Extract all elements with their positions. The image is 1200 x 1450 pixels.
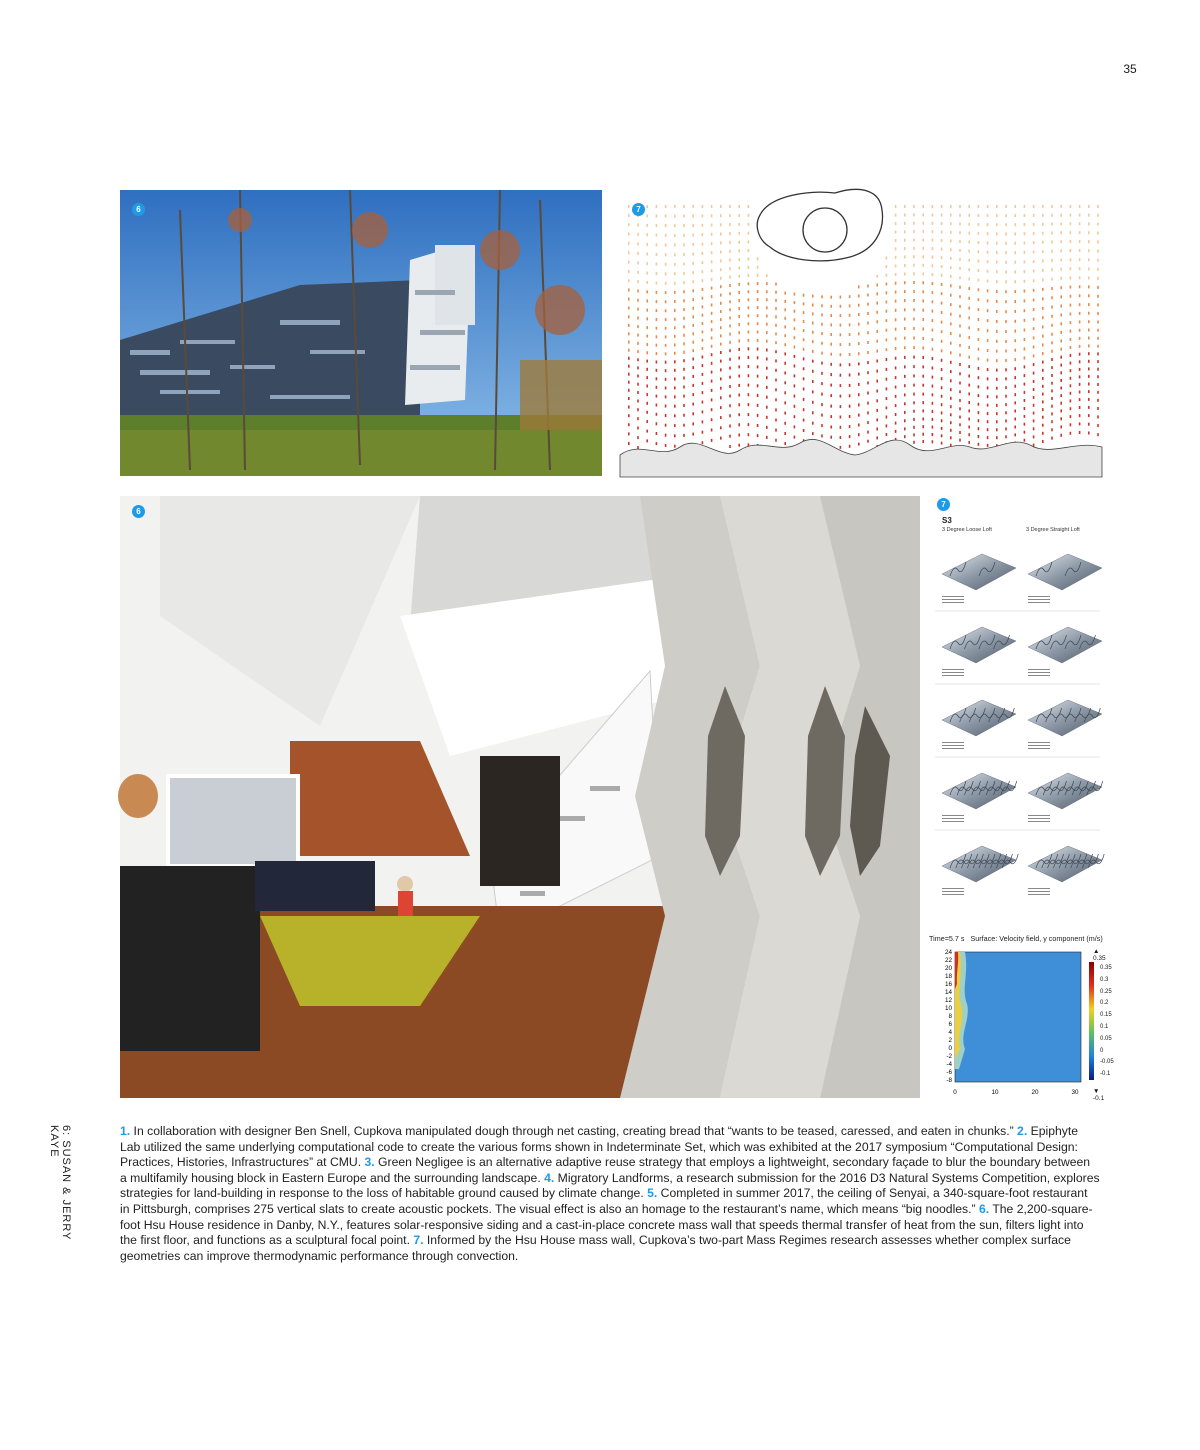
caption-number: 2. [1017,1124,1028,1138]
colorbar-tick-label: 0.15 [1100,1012,1112,1019]
house-exterior-photo [120,190,602,476]
caption-number: 4. [544,1170,555,1185]
figure-number-badge: 7 [632,203,645,216]
y-tick-label: 16 [944,981,952,988]
vector-field-diagram [620,185,1102,477]
caption-number: 5. [647,1186,658,1201]
surface-tile [942,773,1016,809]
velocity-plot-area [925,944,1105,1104]
colorbar-tick-label: 0.25 [1100,988,1112,995]
velocity-time-label: Time=5.7 s [929,934,965,943]
caption-text: Completed in summer 2017, the ceiling of Senyai, a 340-square-foot restaurant in Pittsburgh, comprises 275 vertical slats to create acoustic pockets. The visual effect is also an homage to the restaurant’s name, which means “big noodles.” [120,1186,1088,1216]
caption-text: Informed by the Hsu House mass wall, Cupkova’s two-part Mass Regimes research assesses whether complex surface geometries can improve thermodynamic performance through convection. [120,1233,1071,1263]
y-tick-label: 2 [948,1037,952,1044]
y-tick-label: 6 [948,1021,952,1028]
velocity-field-plot [925,930,1114,1102]
house-interior-illustration [120,496,920,1098]
y-tick-label: 8 [948,1013,952,1020]
colorbar-tick-label: 0 [1100,1047,1104,1054]
surface-tile [1028,773,1102,809]
y-tick-label: 10 [944,1005,952,1012]
colorbar-tick-label: 0.05 [1100,1035,1112,1042]
caption-text: Epiphyte Lab utilized the same underlying computational code to create the various forms shown in Indeterminate Set, which was exhibited at the 2017 symposium “Computational Design: Practices, Histories, Infrastructures” at CMU. [120,1124,1079,1170]
figure-captions [120,1124,1100,1264]
surface-tiles [930,538,1102,928]
y-tick-label: 18 [944,973,952,980]
colorbar-tick-label: 0.1 [1100,1023,1109,1030]
y-tick-label: 24 [944,949,952,956]
caption-text: Migratory Landforms, a research submission for the 2016 D3 Natural Systems Competition, explores strategies for land-building in response to the loss of habitable ground caused by climate change. [120,1170,1100,1201]
vector-field-illustration [620,185,1102,477]
caption-number: 1. [120,1124,131,1138]
surface-tile [1028,554,1102,590]
colorbar-tick-label: 0.35 [1100,965,1112,971]
chapter-side-label: 6: SUSAN & JERRY KAYE [48,1125,72,1241]
x-tick-label: 0 [953,1089,957,1096]
surface-tile [1028,846,1102,882]
colorbar-tick-label: -0.05 [1100,1059,1114,1066]
x-tick-label: 30 [1071,1089,1079,1096]
caption-number: 6. [978,1201,990,1216]
colorbar-min-label: ▼ -0.1 [1093,1088,1105,1102]
y-tick-label: 12 [944,997,952,1004]
y-tick-label: 14 [944,989,952,996]
colorbar-max-label: ▲ 0.35 [1093,948,1106,962]
surfaces-title: S3 [942,516,952,525]
velocity-surface-label: Surface: Velocity field, y component (m/s) [970,934,1103,943]
y-tick-label: -2 [946,1053,952,1060]
surfaces-col-right-label: 3 Degree Straight Loft [1026,527,1080,533]
y-tick-label: 0 [948,1045,952,1052]
y-tick-label: -4 [946,1061,952,1068]
surface-geometries-grid [930,496,1102,928]
surface-tile [1028,627,1102,663]
velocity-plot-header [929,934,1103,943]
caption-text: Green Negligee is an alternative adaptive reuse strategy that employs a lightweight, secondary façade to blur the boundary between a multifamily housing block in Eastern Europe and the surrounding landscape. [120,1155,1091,1185]
figure-number-badge: 6 [132,505,145,518]
y-tick-label: -8 [946,1077,952,1084]
caption-number: 7. [413,1233,424,1248]
colorbar-tick-label: -0.1 [1100,1071,1111,1078]
surface-tile [942,554,1016,590]
surface-tile [942,627,1016,663]
y-tick-label: 20 [944,965,952,972]
house-interior-photo [120,496,920,1098]
house-exterior-illustration [120,190,602,476]
y-tick-label: 22 [944,957,952,964]
y-tick-label: -6 [946,1069,952,1076]
colorbar-labels [1100,963,1114,1081]
surfaces-col-left-label: 3 Degree Loose Loft [942,527,992,533]
page-number: 35 [1123,62,1137,76]
colorbar-tick-label: 0.3 [1100,976,1109,983]
x-tick-label: 10 [991,1089,999,1096]
figure-number-badge: 7 [937,498,950,511]
caption-text: In collaboration with designer Ben Snell, Cupkova manipulated dough through net casting, creating bread that “wants to be teased, caressed, and eaten in chunks.” [130,1124,1018,1138]
surface-tile [942,846,1016,882]
caption-number: 3. [364,1155,375,1170]
colorbar-tick-label: 0.2 [1100,1000,1109,1007]
figure-number-badge: 6 [132,203,145,216]
y-tick-label: 4 [948,1029,952,1036]
caption-text: The 2,200-square-foot Hsu House residence in Danby, N.Y., features solar-responsive siding and a cast-in-place concrete mass wall that speeds thermal transfer of heat from the sun, filters light into the first floor, and functions as a sculptural focal point. [120,1201,1093,1248]
x-tick-label: 20 [1031,1089,1039,1096]
